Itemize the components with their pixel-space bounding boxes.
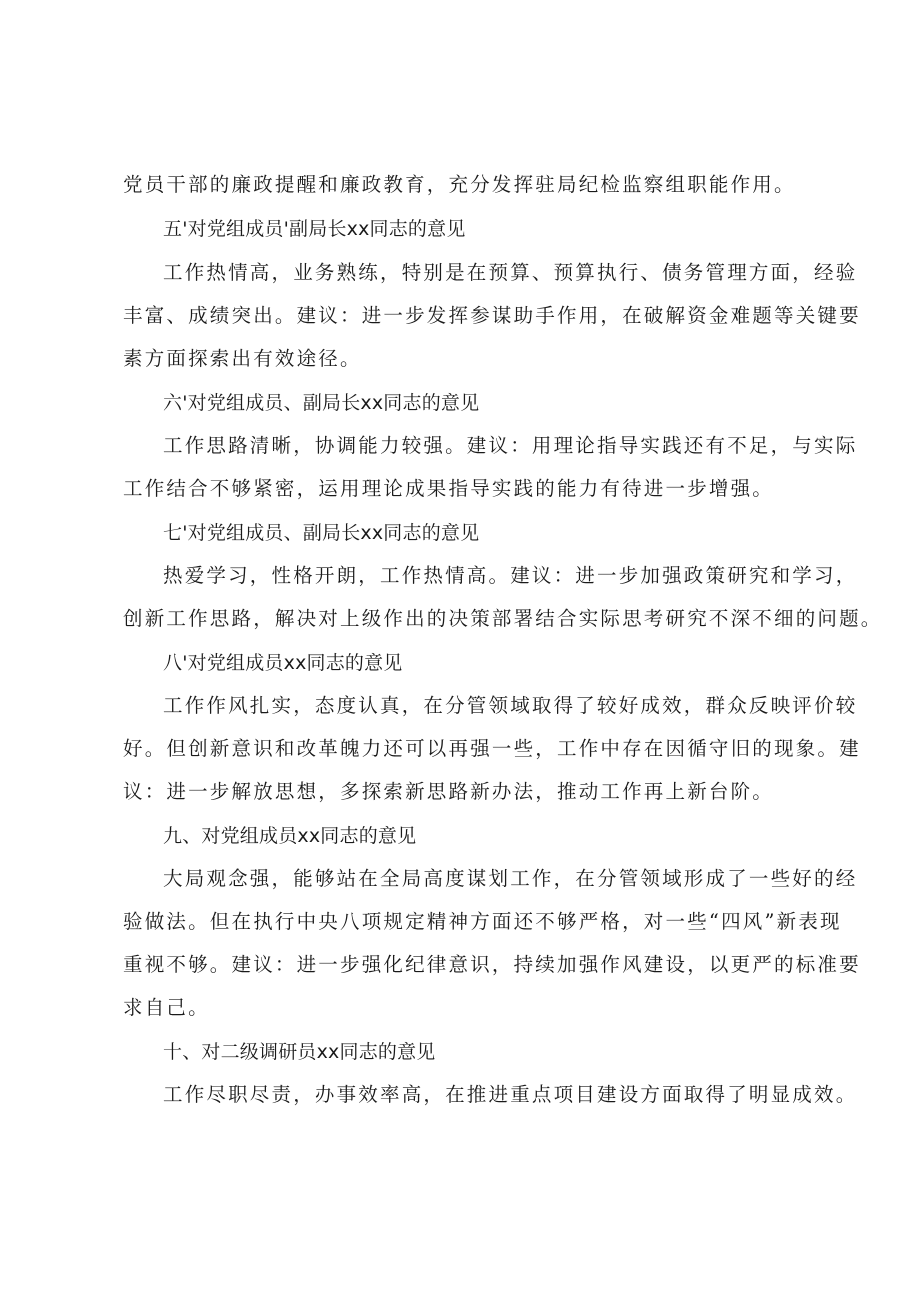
section-9-line-3: 重视不够。建议：进一步强化纪律意识，持续加强作风建设，以更严的标准要 [123, 953, 861, 976]
section-7-line-2: 创新工作思路，解决对上级作出的决策部署结合实际思考研究不深不细的问题。 [123, 607, 883, 630]
intro-paragraph-line: 党员干部的廉政提醒和廉政教育，充分发挥驻局纪检监察组职能作用。 [123, 173, 796, 196]
section-9-line-2: 验做法。但在执行中央八项规定精神方面还不够严格，对一些“四风”新表现 [123, 910, 842, 933]
section-6-line-2: 工作结合不够紧密，运用理论成果指导实践的能力有待进一步增强。 [123, 477, 775, 500]
section-10-line-1: 工作尽职尽责，办事效率高，在推进重点项目建设方面取得了明显成效。 [163, 1083, 858, 1106]
section-6-line-1: 工作思路清晰，协调能力较强。建议：用理论指导实践还有不足，与实际 [163, 434, 858, 457]
section-9-line-1: 大局观念强，能够站在全局高度谋划工作，在分管领域形成了一些好的经 [163, 867, 858, 890]
section-5-heading: 五'对党组成员'副局长xx同志的意见 [163, 218, 466, 240]
section-8-heading: 八'对党组成员xx同志的意见 [163, 652, 403, 674]
section-9-line-4: 求自己。 [123, 996, 210, 1019]
section-8-line-1: 工作作风扎实，态度认真，在分管领域取得了较好成效，群众反映评价较 [163, 694, 858, 717]
section-5-line-1: 工作热情高，业务熟练，特别是在预算、预算执行、债务管理方面，经验 [163, 261, 858, 284]
section-7-line-1: 热爱学习，性格开朗，工作热情高。建议：进一步加强政策研究和学习， [163, 564, 858, 587]
section-8-line-2: 好。但创新意识和改革魄力还可以再强一些，工作中存在因循守旧的现象。建 [123, 737, 861, 760]
section-5-line-2: 丰富、成绩突出。建议：进一步发挥参谋助手作用，在破解资金难题等关键要 [123, 304, 861, 327]
section-9-heading: 九、对党组成员xx同志的意见 [163, 825, 417, 847]
section-10-heading: 十、对二级调研员xx同志的意见 [163, 1041, 436, 1063]
section-6-heading: 六'对党组成员、副局长xx同志的意见 [163, 392, 480, 414]
section-8-line-3: 议：进一步解放思想，多探索新思路新办法，推动工作再上新台阶。 [123, 780, 775, 803]
section-5-line-3: 素方面探索出有效途径。 [123, 347, 362, 370]
section-7-heading: 七'对党组成员、副局长xx同志的意见 [163, 522, 480, 544]
